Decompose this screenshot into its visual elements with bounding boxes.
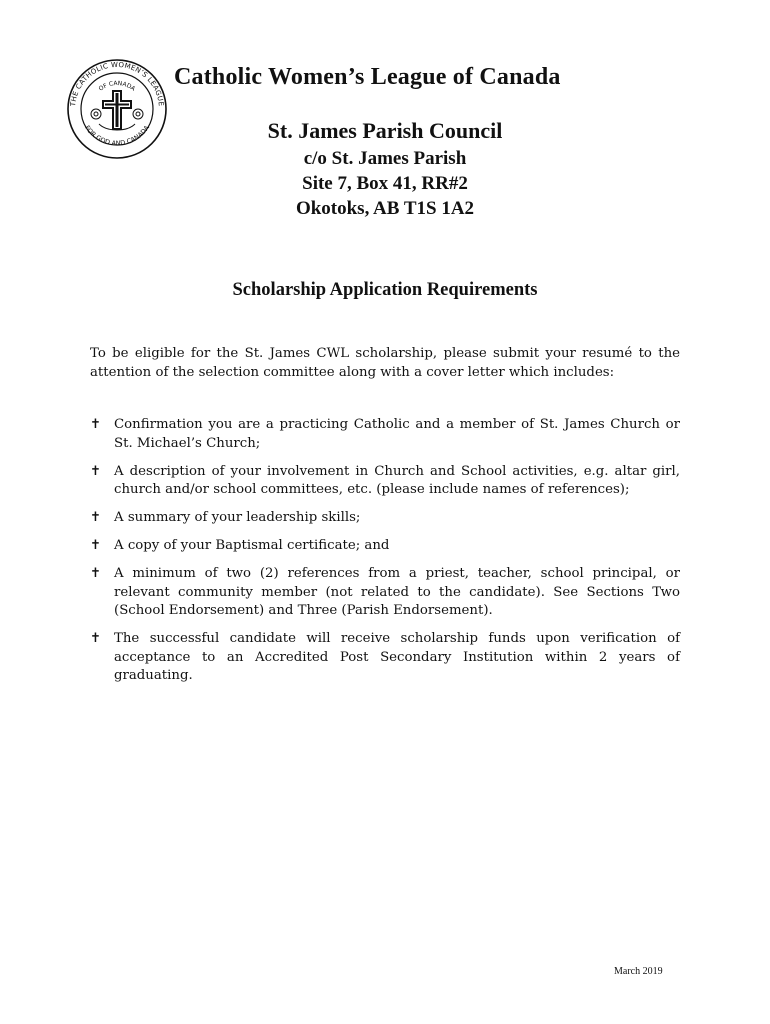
list-item <box>90 509 680 528</box>
cross-bullet-icon: ✝ <box>90 631 101 646</box>
cross-bullet-icon: ✝ <box>90 566 101 581</box>
cwl-seal-logo <box>66 58 168 160</box>
requirement-text: A description of your involvement in Church and School activities, e.g. altar girl, church and/or school committees, etc. (please include names of references); <box>114 463 680 497</box>
address-line: Site 7, Box 41, RR#2 <box>302 173 468 194</box>
address-line: c/o St. James Parish <box>303 148 467 169</box>
list-item <box>90 565 680 621</box>
address-block <box>240 116 530 221</box>
cross-bullet-icon: ✝ <box>90 510 101 525</box>
list-item <box>90 416 680 453</box>
council-name: St. James Parish Council <box>267 118 503 143</box>
requirement-text: A summary of your leadership skills; <box>114 510 361 525</box>
organization-title: Catholic Women’s League of Canada <box>174 64 561 90</box>
cwl-seal-cross-icon <box>102 90 132 130</box>
seal-text-inner: OF CANADA <box>97 80 137 93</box>
cross-bullet-icon: ✝ <box>90 417 101 432</box>
requirement-text: The successful candidate will receive scholarship funds upon verification of acceptance to an Accredited Post Secondary Institution within 2 years of graduating. <box>114 631 680 683</box>
intro-paragraph: To be eligible for the St. James CWL scholarship, please submit your resumé to the attention of the selection committee along with a cover letter which includes: <box>90 346 680 380</box>
requirement-text: A minimum of two (2) references from a priest, teacher, school principal, or relevant community member (not related to the candidate). See Sections Two (School Endorsement) and Three (Parish Endorsement). <box>114 566 680 618</box>
cross-bullet-icon: ✝ <box>90 463 101 479</box>
seal-text-bottom: FOR GOD AND CANADA <box>83 123 151 148</box>
requirement-text: A copy of your Baptismal certificate; and <box>114 538 390 553</box>
list-item <box>90 463 680 500</box>
list-item <box>90 537 680 556</box>
seal-text-top: THE CATHOLIC WOMEN’S LEAGUE <box>69 60 165 107</box>
document-title: Scholarship Application Requirements <box>232 280 538 300</box>
requirement-text: Confirmation you are a practicing Catholic and a member of St. James Church or St. Michael’s Church; <box>114 417 680 451</box>
cross-bullet-icon: ✝ <box>90 538 101 553</box>
list-item <box>90 630 680 686</box>
footer-date: March 2019 <box>614 966 663 977</box>
address-line: Okotoks, AB T1S 1A2 <box>295 198 475 219</box>
requirements-list <box>90 416 680 695</box>
